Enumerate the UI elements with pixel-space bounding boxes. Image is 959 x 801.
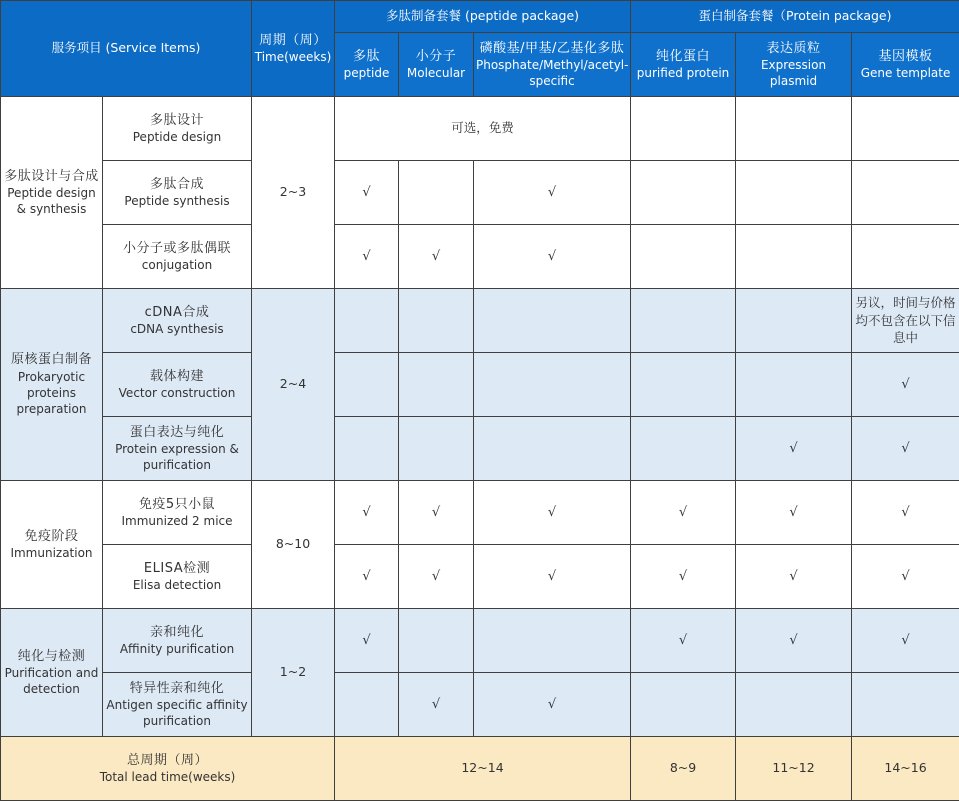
period-value: 8~10 — [275, 536, 311, 552]
group-name-cn: 多肽设计与合成 — [4, 168, 99, 184]
check-mark: √ — [431, 504, 441, 520]
group-name-cn: 原核蛋白制备 — [10, 352, 92, 368]
empty-cell — [399, 609, 474, 673]
total-expression-plasmid-value: 11~12 — [772, 760, 815, 776]
service-name-en: cDNA synthesis — [130, 322, 224, 337]
empty-cell — [335, 417, 399, 481]
service-name-en: Protein expression & purification — [115, 442, 239, 473]
check-mark: √ — [547, 248, 557, 264]
group-name-en: Prokaryotic proteins preparation — [16, 369, 87, 417]
check-cell — [474, 673, 631, 737]
service-items-label: 服务项目 (Service Items) — [51, 40, 201, 56]
col-header-molecular — [399, 33, 474, 97]
period-cell — [252, 289, 335, 481]
total-peptide-value: 12~14 — [461, 760, 504, 776]
service-name-cn: 亲和纯化 — [149, 624, 204, 640]
empty-cell — [399, 161, 474, 225]
service-cell — [103, 353, 252, 417]
total-gene-template-value: 14~16 — [884, 760, 927, 776]
check-cell — [474, 161, 631, 225]
col-header-en: Phosphate/Methyl/acetyl-specific — [476, 58, 629, 89]
service-cell — [103, 609, 252, 673]
table-row — [1, 161, 959, 225]
check-mark: √ — [362, 568, 371, 584]
check-cell — [335, 609, 399, 673]
empty-cell — [631, 97, 736, 161]
service-cell — [103, 673, 252, 737]
service-name-en: Antigen specific affinity purification — [106, 698, 248, 729]
col-header-en: Gene template — [860, 66, 951, 81]
check-mark: √ — [678, 632, 688, 648]
service-name-cn: ELISA检测 — [143, 560, 211, 576]
col-header-cn: 表达质粒 — [766, 40, 821, 56]
empty-cell — [736, 225, 852, 289]
check-mark: √ — [789, 632, 798, 648]
group-cell-peptide — [1, 97, 103, 289]
service-cell — [103, 289, 252, 353]
service-items-header — [1, 1, 252, 97]
check-cell — [852, 353, 959, 417]
total-expression-plasmid-cell — [736, 737, 852, 801]
col-header-cn: 多肽 — [352, 48, 380, 64]
period-value: 1~2 — [279, 664, 307, 680]
empty-cell — [474, 353, 631, 417]
service-name-en: Affinity purification — [119, 642, 235, 657]
period-header — [252, 1, 335, 97]
check-cell — [399, 481, 474, 545]
period-value: 2~3 — [279, 184, 307, 200]
empty-cell — [736, 673, 852, 737]
empty-cell — [399, 417, 474, 481]
col-header-en: purified protein — [636, 66, 730, 81]
total-row — [1, 737, 959, 801]
empty-cell — [852, 97, 959, 161]
table-row — [1, 225, 959, 289]
check-cell — [474, 481, 631, 545]
check-mark: √ — [547, 184, 557, 200]
check-cell — [474, 225, 631, 289]
optional-free-cell — [335, 97, 631, 161]
service-name-en: Immunized 2 mice — [121, 514, 233, 529]
table-row — [1, 673, 959, 737]
period-cell — [252, 481, 335, 609]
empty-cell — [474, 289, 631, 353]
empty-cell — [335, 353, 399, 417]
check-cell — [631, 545, 736, 609]
period-cell — [252, 97, 335, 289]
empty-cell — [631, 161, 736, 225]
empty-cell — [736, 97, 852, 161]
service-cell — [103, 161, 252, 225]
protein-package-header — [631, 1, 959, 33]
empty-cell — [631, 353, 736, 417]
empty-cell — [631, 417, 736, 481]
empty-cell — [335, 673, 399, 737]
check-mark: √ — [789, 568, 798, 584]
col-header-peptide — [335, 33, 399, 97]
group-name-en: Purification and detection — [4, 666, 99, 697]
protein-package-label: 蛋白制备套餐（Protein package) — [698, 8, 892, 24]
empty-cell — [631, 225, 736, 289]
empty-cell — [736, 161, 852, 225]
table-row — [1, 417, 959, 481]
table-row — [1, 97, 959, 161]
col-header-cn: 纯化蛋白 — [656, 48, 711, 64]
empty-cell — [631, 673, 736, 737]
check-cell — [736, 481, 852, 545]
peptide-package-label: 多肽制备套餐 (peptide package) — [386, 8, 580, 24]
check-mark: √ — [678, 504, 688, 520]
service-cell — [103, 481, 252, 545]
col-header-phosphate — [474, 33, 631, 97]
check-mark: √ — [901, 568, 910, 584]
check-mark: √ — [362, 248, 371, 264]
check-mark: √ — [431, 696, 441, 712]
service-name-cn: 多肽设计 — [149, 112, 204, 128]
check-cell — [852, 417, 959, 481]
check-cell — [399, 225, 474, 289]
service-name-cn: 免疫5只小鼠 — [138, 496, 216, 512]
group-cell-prokaryotic — [1, 289, 103, 481]
col-header-purified-protein — [631, 33, 736, 97]
optional-free-note: 可选，免费 — [451, 120, 514, 136]
total-label-cn: 总周期（周） — [126, 752, 208, 768]
empty-cell — [852, 225, 959, 289]
col-header-cn: 小分子 — [415, 48, 457, 64]
check-cell — [335, 225, 399, 289]
table-row — [1, 545, 959, 609]
empty-cell — [736, 289, 852, 353]
period-cell — [252, 609, 335, 737]
empty-cell — [399, 353, 474, 417]
group-cell-immunization — [1, 481, 103, 609]
check-cell — [736, 417, 852, 481]
empty-cell — [335, 289, 399, 353]
empty-cell — [736, 353, 852, 417]
empty-cell — [852, 673, 959, 737]
service-name-cn: 蛋白表达与纯化 — [129, 424, 225, 440]
check-mark: √ — [431, 568, 441, 584]
check-cell — [631, 481, 736, 545]
service-name-cn: 小分子或多肽偶联 — [122, 240, 231, 256]
empty-cell — [474, 609, 631, 673]
service-name-en: Peptide design — [132, 130, 222, 145]
service-name-cn: 多肽合成 — [149, 176, 204, 192]
check-mark: √ — [547, 696, 557, 712]
check-mark: √ — [901, 504, 910, 520]
check-cell — [474, 545, 631, 609]
period-header-en: Time(weeks) — [254, 50, 332, 65]
check-cell — [631, 609, 736, 673]
total-label-en: Total lead time(weeks) — [99, 770, 236, 785]
group-name-cn: 免疫阶段 — [24, 528, 79, 544]
col-header-cn: 基因模板 — [878, 48, 933, 64]
check-cell — [852, 481, 959, 545]
col-header-en: Molecular — [406, 66, 466, 81]
period-header-cn: 周期（周） — [259, 32, 327, 48]
service-name-en: Peptide synthesis — [124, 194, 230, 209]
gene-template-note-cell — [852, 289, 959, 353]
check-cell — [399, 673, 474, 737]
gene-template-note: 另议，时间与价格均不包含在以下信息中 — [855, 295, 956, 346]
check-cell — [736, 609, 852, 673]
table-row — [1, 353, 959, 417]
check-cell — [335, 161, 399, 225]
table-row — [1, 289, 959, 353]
check-mark: √ — [362, 504, 371, 520]
empty-cell — [852, 161, 959, 225]
check-mark: √ — [678, 568, 688, 584]
check-mark: √ — [901, 440, 910, 456]
service-name-cn: 载体构建 — [149, 368, 204, 384]
check-mark: √ — [789, 504, 798, 520]
col-header-en: Expression plasmid — [760, 58, 827, 89]
group-name-en: Immunization — [10, 546, 93, 561]
group-name-en: Peptide design & synthesis — [7, 186, 96, 217]
col-header-cn: 磷酸基/甲基/乙基化多肽 — [479, 40, 625, 56]
total-purified-protein-value: 8~9 — [669, 760, 697, 776]
check-mark: √ — [362, 632, 371, 648]
service-name-en: Elisa detection — [132, 578, 222, 593]
check-cell — [399, 545, 474, 609]
check-mark: √ — [431, 248, 441, 264]
check-cell — [736, 545, 852, 609]
col-header-expression-plasmid — [736, 33, 852, 97]
check-mark: √ — [901, 632, 910, 648]
service-cell — [103, 417, 252, 481]
empty-cell — [631, 289, 736, 353]
group-cell-purification — [1, 609, 103, 737]
service-name-en: conjugation — [141, 258, 213, 273]
total-gene-template-cell — [852, 737, 959, 801]
check-mark: √ — [362, 184, 371, 200]
empty-cell — [399, 289, 474, 353]
check-cell — [852, 545, 959, 609]
empty-cell — [474, 417, 631, 481]
table-row — [1, 481, 959, 545]
check-mark: √ — [901, 376, 910, 392]
total-purified-protein-cell — [631, 737, 736, 801]
service-name-cn: cDNA合成 — [144, 304, 210, 320]
check-mark: √ — [547, 568, 557, 584]
col-header-en: peptide — [343, 66, 390, 81]
check-cell — [335, 481, 399, 545]
check-cell — [335, 545, 399, 609]
service-name-en: Vector construction — [118, 386, 236, 401]
service-cell — [103, 545, 252, 609]
check-mark: √ — [789, 440, 798, 456]
table-row — [1, 609, 959, 673]
service-cell — [103, 225, 252, 289]
service-name-cn: 特异性亲和纯化 — [129, 680, 225, 696]
check-cell — [852, 609, 959, 673]
service-cell — [103, 97, 252, 161]
period-value: 2~4 — [279, 376, 307, 392]
group-name-cn: 纯化与检测 — [17, 648, 86, 664]
check-mark: √ — [547, 504, 557, 520]
total-peptide-cell — [335, 737, 631, 801]
total-label-cell — [1, 737, 335, 801]
peptide-package-header — [335, 1, 631, 33]
col-header-gene-template — [852, 33, 959, 97]
